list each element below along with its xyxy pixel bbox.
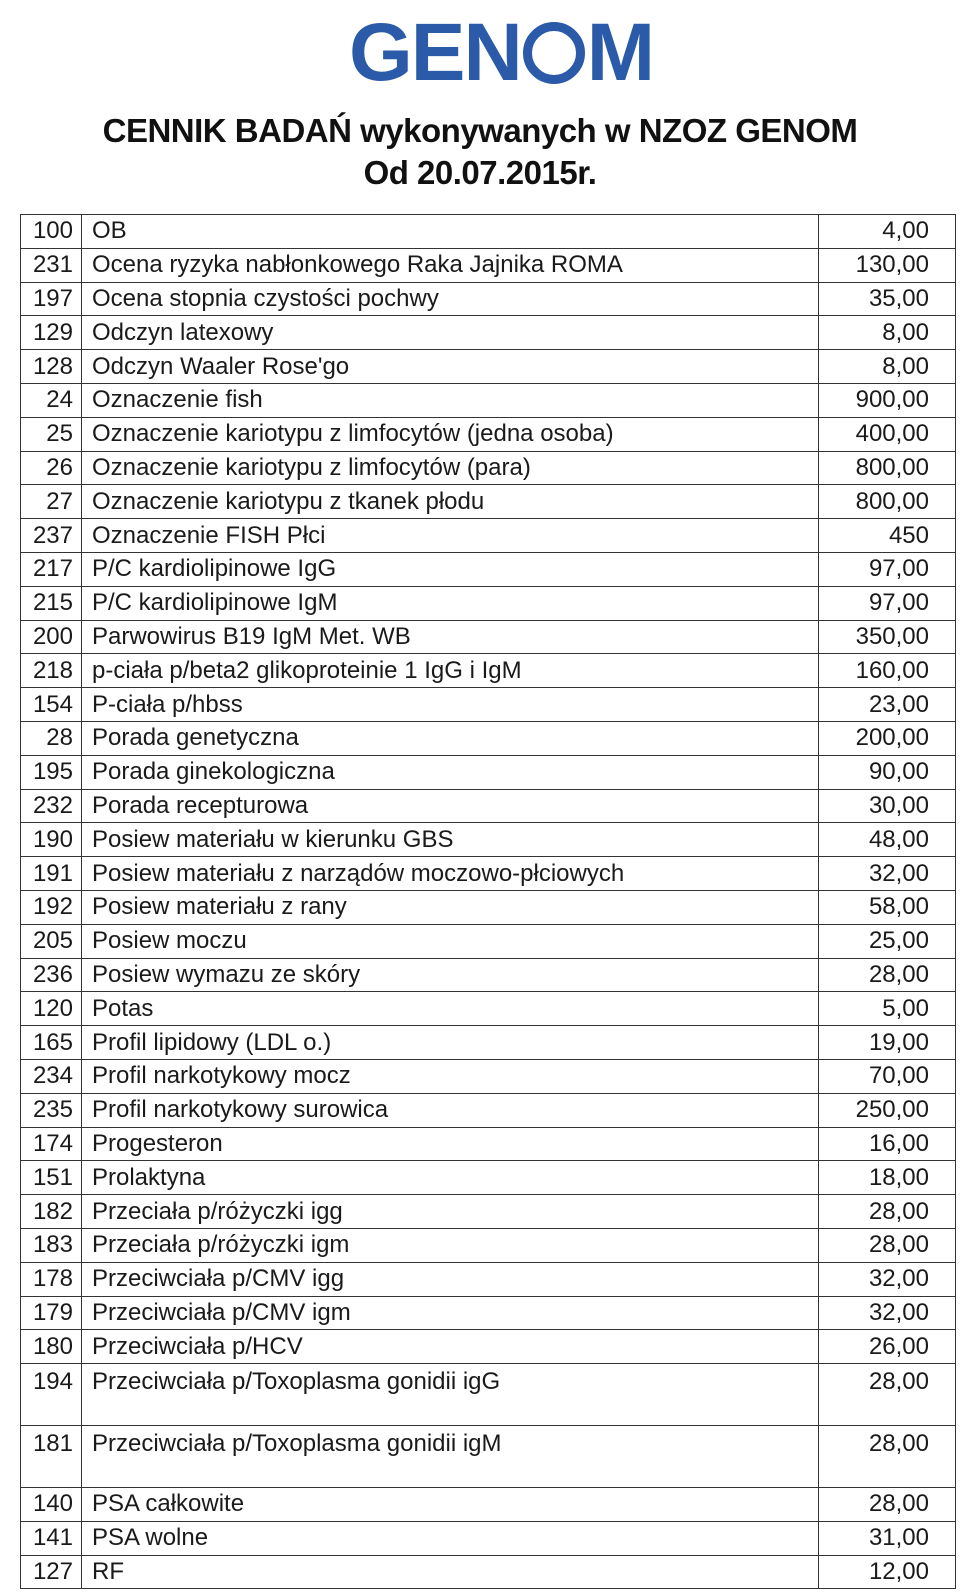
test-price-cell: 31,00 bbox=[819, 1521, 956, 1555]
test-name-cell: Porada genetyczna bbox=[82, 721, 819, 755]
test-code-cell: 234 bbox=[21, 1059, 82, 1093]
test-code-cell: 217 bbox=[21, 552, 82, 586]
test-price-cell: 800,00 bbox=[819, 451, 956, 485]
logo-letter-m: M bbox=[586, 7, 653, 98]
test-price-cell: 28,00 bbox=[819, 958, 956, 992]
table-row bbox=[21, 519, 956, 553]
table-row bbox=[21, 350, 956, 384]
test-name-cell: Przeciała p/różyczki igm bbox=[82, 1228, 819, 1262]
table-row bbox=[21, 924, 956, 958]
test-price-cell: 19,00 bbox=[819, 1026, 956, 1060]
test-name-cell: Profil narkotykowy surowica bbox=[82, 1093, 819, 1127]
test-price-cell: 26,00 bbox=[819, 1330, 956, 1364]
test-price-cell: 28,00 bbox=[819, 1488, 956, 1522]
test-code-cell: 26 bbox=[21, 451, 82, 485]
table-row bbox=[21, 958, 956, 992]
test-code-cell: 195 bbox=[21, 755, 82, 789]
table-row bbox=[21, 383, 956, 417]
test-code-cell: 28 bbox=[21, 721, 82, 755]
test-code-cell: 205 bbox=[21, 924, 82, 958]
test-name-cell: Oznaczenie kariotypu z limfocytów (para) bbox=[82, 451, 819, 485]
table-row bbox=[21, 755, 956, 789]
test-name-cell: Prolaktyna bbox=[82, 1161, 819, 1195]
table-row bbox=[21, 1059, 956, 1093]
table-row bbox=[21, 992, 956, 1026]
test-price-cell: 32,00 bbox=[819, 857, 956, 891]
table-row bbox=[21, 1521, 956, 1555]
test-name-cell: Posiew materiału z rany bbox=[82, 890, 819, 924]
logo-wordmark bbox=[348, 7, 653, 98]
test-code-cell: 154 bbox=[21, 688, 82, 722]
test-code-cell: 183 bbox=[21, 1228, 82, 1262]
test-price-cell: 28,00 bbox=[819, 1195, 956, 1229]
price-table bbox=[20, 214, 956, 1589]
table-row bbox=[21, 248, 956, 282]
test-code-cell: 178 bbox=[21, 1262, 82, 1296]
price-table-body bbox=[21, 215, 956, 1589]
table-row bbox=[21, 620, 956, 654]
test-code-cell: 194 bbox=[21, 1364, 82, 1426]
test-price-cell: 58,00 bbox=[819, 890, 956, 924]
test-name-cell: Przeciała p/różyczki igg bbox=[82, 1195, 819, 1229]
test-code-cell: 215 bbox=[21, 586, 82, 620]
test-code-cell: 236 bbox=[21, 958, 82, 992]
test-price-cell: 32,00 bbox=[819, 1296, 956, 1330]
test-code-cell: 197 bbox=[21, 282, 82, 316]
test-name-cell: Odczyn latexowy bbox=[82, 316, 819, 350]
table-row bbox=[21, 586, 956, 620]
test-code-cell: 120 bbox=[21, 992, 82, 1026]
test-code-cell: 128 bbox=[21, 350, 82, 384]
test-price-cell: 35,00 bbox=[819, 282, 956, 316]
test-price-cell: 30,00 bbox=[819, 789, 956, 823]
test-code-cell: 165 bbox=[21, 1026, 82, 1060]
test-name-cell: Oznaczenie kariotypu z limfocytów (jedna osoba) bbox=[82, 417, 819, 451]
test-price-cell: 28,00 bbox=[819, 1228, 956, 1262]
test-price-cell: 18,00 bbox=[819, 1161, 956, 1195]
test-price-cell: 4,00 bbox=[819, 215, 956, 249]
test-name-cell: Odczyn Waaler Rose'go bbox=[82, 350, 819, 384]
test-name-cell: Przeciwciała p/CMV igg bbox=[82, 1262, 819, 1296]
test-price-cell: 28,00 bbox=[819, 1426, 956, 1488]
table-row bbox=[21, 282, 956, 316]
test-price-cell: 250,00 bbox=[819, 1093, 956, 1127]
test-price-cell: 130,00 bbox=[819, 248, 956, 282]
test-name-cell: Posiew wymazu ze skóry bbox=[82, 958, 819, 992]
test-code-cell: 179 bbox=[21, 1296, 82, 1330]
table-row bbox=[21, 215, 956, 249]
test-name-cell: Oznaczenie kariotypu z tkanek płodu bbox=[82, 485, 819, 519]
test-name-cell: Przeciwciała p/Toxoplasma gonidii igG bbox=[82, 1364, 819, 1426]
test-price-cell: 200,00 bbox=[819, 721, 956, 755]
table-row bbox=[21, 1330, 956, 1364]
table-row bbox=[21, 1555, 956, 1589]
test-name-cell: PSA wolne bbox=[82, 1521, 819, 1555]
test-price-cell: 32,00 bbox=[819, 1262, 956, 1296]
table-row bbox=[21, 654, 956, 688]
test-price-cell: 400,00 bbox=[819, 417, 956, 451]
table-row bbox=[21, 417, 956, 451]
test-name-cell: P-ciała p/hbss bbox=[82, 688, 819, 722]
table-row bbox=[21, 1195, 956, 1229]
test-code-cell: 231 bbox=[21, 248, 82, 282]
test-name-cell: Posiew materiału z narządów moczowo-płciowych bbox=[82, 857, 819, 891]
test-code-cell: 25 bbox=[21, 417, 82, 451]
test-name-cell: Profil narkotykowy mocz bbox=[82, 1059, 819, 1093]
test-name-cell: Przeciwciała p/CMV igm bbox=[82, 1296, 819, 1330]
table-row bbox=[21, 1364, 956, 1426]
test-code-cell: 127 bbox=[21, 1555, 82, 1589]
test-code-cell: 180 bbox=[21, 1330, 82, 1364]
title-line-1: CENNIK BADAŃ wykonywanych w NZOZ GENOM bbox=[102, 112, 858, 149]
test-name-cell: Parwowirus B19 IgM Met. WB bbox=[82, 620, 819, 654]
test-code-cell: 232 bbox=[21, 789, 82, 823]
table-row bbox=[21, 823, 956, 857]
test-code-cell: 182 bbox=[21, 1195, 82, 1229]
logo-o-mark bbox=[523, 22, 585, 84]
test-name-cell: P/C kardiolipinowe IgG bbox=[82, 552, 819, 586]
table-row bbox=[21, 857, 956, 891]
table-row bbox=[21, 1127, 956, 1161]
table-row bbox=[21, 316, 956, 350]
table-row bbox=[21, 451, 956, 485]
test-name-cell: Oznaczenie fish bbox=[82, 383, 819, 417]
test-code-cell: 181 bbox=[21, 1426, 82, 1488]
test-price-cell: 5,00 bbox=[819, 992, 956, 1026]
test-code-cell: 235 bbox=[21, 1093, 82, 1127]
table-row bbox=[21, 1296, 956, 1330]
test-name-cell: Porada ginekologiczna bbox=[82, 755, 819, 789]
logo-letters-gen: GEN bbox=[348, 7, 521, 98]
table-row bbox=[21, 1228, 956, 1262]
test-price-cell: 800,00 bbox=[819, 485, 956, 519]
test-price-cell: 8,00 bbox=[819, 316, 956, 350]
page-title bbox=[0, 110, 960, 194]
test-name-cell: Oznaczenie FISH Płci bbox=[82, 519, 819, 553]
test-price-cell: 25,00 bbox=[819, 924, 956, 958]
test-name-cell: Przeciwciała p/Toxoplasma gonidii igM bbox=[82, 1426, 819, 1488]
test-name-cell: Ocena stopnia czystości pochwy bbox=[82, 282, 819, 316]
test-name-cell: Potas bbox=[82, 992, 819, 1026]
table-row bbox=[21, 1161, 956, 1195]
test-code-cell: 200 bbox=[21, 620, 82, 654]
test-name-cell: PSA całkowite bbox=[82, 1488, 819, 1522]
table-row bbox=[21, 1026, 956, 1060]
test-name-cell: Przeciwciała p/HCV bbox=[82, 1330, 819, 1364]
test-code-cell: 151 bbox=[21, 1161, 82, 1195]
test-price-cell: 350,00 bbox=[819, 620, 956, 654]
test-code-cell: 100 bbox=[21, 215, 82, 249]
test-price-cell: 8,00 bbox=[819, 350, 956, 384]
test-name-cell: Posiew materiału w kierunku GBS bbox=[82, 823, 819, 857]
table-row bbox=[21, 552, 956, 586]
test-code-cell: 190 bbox=[21, 823, 82, 857]
test-price-cell: 48,00 bbox=[819, 823, 956, 857]
genom-logo bbox=[336, 8, 666, 98]
table-row bbox=[21, 1093, 956, 1127]
test-price-cell: 90,00 bbox=[819, 755, 956, 789]
table-row bbox=[21, 1488, 956, 1522]
test-price-cell: 900,00 bbox=[819, 383, 956, 417]
test-name-cell: P/C kardiolipinowe IgM bbox=[82, 586, 819, 620]
test-name-cell: Porada recepturowa bbox=[82, 789, 819, 823]
table-row bbox=[21, 1426, 956, 1488]
table-row bbox=[21, 721, 956, 755]
test-code-cell: 237 bbox=[21, 519, 82, 553]
test-price-cell: 160,00 bbox=[819, 654, 956, 688]
test-price-cell: 70,00 bbox=[819, 1059, 956, 1093]
test-code-cell: 27 bbox=[21, 485, 82, 519]
test-code-cell: 218 bbox=[21, 654, 82, 688]
test-code-cell: 129 bbox=[21, 316, 82, 350]
test-name-cell: p-ciała p/beta2 glikoproteinie 1 IgG i IgM bbox=[82, 654, 819, 688]
table-row bbox=[21, 789, 956, 823]
test-name-cell: Posiew moczu bbox=[82, 924, 819, 958]
title-line-2: Od 20.07.2015r. bbox=[363, 154, 597, 191]
test-code-cell: 191 bbox=[21, 857, 82, 891]
test-name-cell: Ocena ryzyka nabłonkowego Raka Jajnika ROMA bbox=[82, 248, 819, 282]
test-price-cell: 12,00 bbox=[819, 1555, 956, 1589]
test-code-cell: 140 bbox=[21, 1488, 82, 1522]
test-price-cell: 16,00 bbox=[819, 1127, 956, 1161]
test-code-cell: 192 bbox=[21, 890, 82, 924]
test-price-cell: 23,00 bbox=[819, 688, 956, 722]
test-price-cell: 28,00 bbox=[819, 1364, 956, 1426]
test-name-cell: OB bbox=[82, 215, 819, 249]
test-price-cell: 97,00 bbox=[819, 552, 956, 586]
table-row bbox=[21, 688, 956, 722]
test-code-cell: 174 bbox=[21, 1127, 82, 1161]
table-row bbox=[21, 1262, 956, 1296]
table-row bbox=[21, 890, 956, 924]
test-name-cell: Profil lipidowy (LDL o.) bbox=[82, 1026, 819, 1060]
test-code-cell: 141 bbox=[21, 1521, 82, 1555]
test-price-cell: 97,00 bbox=[819, 586, 956, 620]
table-row bbox=[21, 485, 956, 519]
test-price-cell: 450 bbox=[819, 519, 956, 553]
test-code-cell: 24 bbox=[21, 383, 82, 417]
test-name-cell: Progesteron bbox=[82, 1127, 819, 1161]
test-name-cell: RF bbox=[82, 1555, 819, 1589]
